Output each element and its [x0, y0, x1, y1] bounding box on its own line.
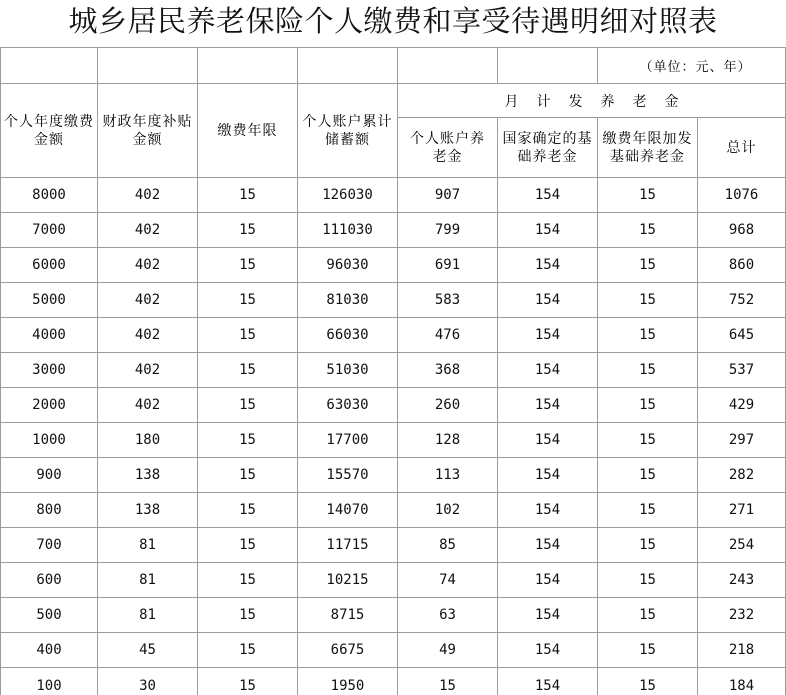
account-savings-cell: 14070	[298, 493, 398, 528]
account-savings-cell: 111030	[298, 213, 398, 248]
years-bonus-pension-cell: 15	[598, 248, 698, 283]
payment-years-cell: 15	[198, 423, 298, 458]
account-savings-cell: 126030	[298, 178, 398, 213]
header-line: 个人账户养	[410, 130, 485, 147]
header-years-bonus-pension	[598, 118, 698, 178]
years-bonus-pension-cell: 15	[598, 458, 698, 493]
account-savings-cell: 8715	[298, 598, 398, 633]
account-savings-cell: 63030	[298, 388, 398, 423]
payment-years-cell: 15	[198, 353, 298, 388]
header-line: 老金	[432, 148, 463, 165]
table-row	[1, 353, 786, 388]
unit-note: （单位：元、年）	[598, 48, 786, 84]
blank-cell	[498, 48, 598, 84]
annual-payment-cell: 100	[1, 668, 98, 695]
fiscal-subsidy-cell: 45	[98, 633, 198, 668]
blank-cell	[298, 48, 398, 84]
fiscal-subsidy-cell: 81	[98, 528, 198, 563]
years-bonus-pension-cell: 15	[598, 423, 698, 458]
header-line: 缴费年限	[217, 122, 278, 139]
account-savings-cell: 96030	[298, 248, 398, 283]
total-cell: 968	[698, 213, 786, 248]
years-bonus-pension-cell: 15	[598, 318, 698, 353]
fiscal-subsidy-cell: 402	[98, 283, 198, 318]
unit-row	[1, 48, 786, 84]
payment-years-cell: 15	[198, 598, 298, 633]
account-savings-cell: 15570	[298, 458, 398, 493]
header-account-pension	[398, 118, 498, 178]
total-cell: 254	[698, 528, 786, 563]
account-savings-cell: 66030	[298, 318, 398, 353]
account-pension-cell: 113	[398, 458, 498, 493]
years-bonus-pension-cell: 15	[598, 633, 698, 668]
annual-payment-cell: 6000	[1, 248, 98, 283]
account-pension-cell: 85	[398, 528, 498, 563]
annual-payment-cell: 500	[1, 598, 98, 633]
header-account-savings	[298, 84, 398, 178]
account-pension-cell: 907	[398, 178, 498, 213]
header-payment-years	[198, 84, 298, 178]
payment-years-cell: 15	[198, 248, 298, 283]
header-fiscal-subsidy	[98, 84, 198, 178]
table-row	[1, 248, 786, 283]
fiscal-subsidy-cell: 402	[98, 248, 198, 283]
account-pension-cell: 63	[398, 598, 498, 633]
account-pension-cell: 691	[398, 248, 498, 283]
basic-pension-cell: 154	[498, 353, 598, 388]
account-pension-cell: 74	[398, 563, 498, 598]
table-row	[1, 318, 786, 353]
years-bonus-pension-cell: 15	[598, 388, 698, 423]
basic-pension-cell: 154	[498, 388, 598, 423]
annual-payment-cell: 4000	[1, 318, 98, 353]
total-cell: 271	[698, 493, 786, 528]
annual-payment-cell: 600	[1, 563, 98, 598]
basic-pension-cell: 154	[498, 318, 598, 353]
header-line: 金额	[34, 131, 64, 148]
basic-pension-cell: 154	[498, 528, 598, 563]
header-line: 财政年度补贴	[102, 113, 193, 130]
pension-table-container	[0, 47, 786, 695]
fiscal-subsidy-cell: 81	[98, 563, 198, 598]
years-bonus-pension-cell: 15	[598, 178, 698, 213]
total-cell: 243	[698, 563, 786, 598]
table-row	[1, 178, 786, 213]
annual-payment-cell: 5000	[1, 283, 98, 318]
table-header	[1, 48, 786, 178]
table-row	[1, 213, 786, 248]
fiscal-subsidy-cell: 30	[98, 668, 198, 695]
table-row	[1, 493, 786, 528]
table-row	[1, 563, 786, 598]
total-cell: 429	[698, 388, 786, 423]
account-pension-cell: 128	[398, 423, 498, 458]
header-total	[698, 118, 786, 178]
header-line: 国家确定的基	[502, 130, 593, 147]
header-line: 个人账户累计	[302, 113, 393, 130]
account-pension-cell: 799	[398, 213, 498, 248]
annual-payment-cell: 900	[1, 458, 98, 493]
payment-years-cell: 15	[198, 388, 298, 423]
fiscal-subsidy-cell: 402	[98, 388, 198, 423]
account-savings-cell: 17700	[298, 423, 398, 458]
basic-pension-cell: 154	[498, 633, 598, 668]
basic-pension-cell: 154	[498, 668, 598, 695]
account-pension-cell: 368	[398, 353, 498, 388]
header-annual-payment	[1, 84, 98, 178]
payment-years-cell: 15	[198, 493, 298, 528]
blank-cell	[98, 48, 198, 84]
annual-payment-cell: 3000	[1, 353, 98, 388]
total-cell: 282	[698, 458, 786, 493]
blank-cell	[198, 48, 298, 84]
basic-pension-cell: 154	[498, 178, 598, 213]
header-line: 础养老金	[517, 148, 578, 165]
payment-years-cell: 15	[198, 178, 298, 213]
account-savings-cell: 1950	[298, 668, 398, 695]
account-pension-cell: 260	[398, 388, 498, 423]
payment-years-cell: 15	[198, 668, 298, 695]
basic-pension-cell: 154	[498, 248, 598, 283]
total-cell: 184	[698, 668, 786, 695]
fiscal-subsidy-cell: 138	[98, 458, 198, 493]
years-bonus-pension-cell: 15	[598, 213, 698, 248]
payment-years-cell: 15	[198, 318, 298, 353]
years-bonus-pension-cell: 15	[598, 528, 698, 563]
payment-years-cell: 15	[198, 563, 298, 598]
header-line: 总计	[726, 139, 757, 156]
annual-payment-cell: 800	[1, 493, 98, 528]
table-row	[1, 283, 786, 318]
total-cell: 537	[698, 353, 786, 388]
header-group-row	[1, 84, 786, 118]
header-line: 缴费年限加发	[602, 130, 693, 147]
header-line: 个人年度缴费	[4, 113, 94, 130]
header-line: 基础养老金	[610, 148, 685, 165]
account-pension-cell: 102	[398, 493, 498, 528]
table-row	[1, 423, 786, 458]
fiscal-subsidy-cell: 180	[98, 423, 198, 458]
fiscal-subsidy-cell: 402	[98, 318, 198, 353]
table-row	[1, 633, 786, 668]
page-title: 城乡居民养老保险个人缴费和享受待遇明细对照表	[68, 4, 718, 38]
header-line: 储蓄额	[325, 131, 370, 148]
payment-years-cell: 15	[198, 283, 298, 318]
fiscal-subsidy-cell: 402	[98, 353, 198, 388]
years-bonus-pension-cell: 15	[598, 668, 698, 695]
basic-pension-cell: 154	[498, 563, 598, 598]
basic-pension-cell: 154	[498, 598, 598, 633]
annual-payment-cell: 700	[1, 528, 98, 563]
table-row	[1, 458, 786, 493]
years-bonus-pension-cell: 15	[598, 353, 698, 388]
annual-payment-cell: 400	[1, 633, 98, 668]
basic-pension-cell: 154	[498, 213, 598, 248]
account-pension-cell: 476	[398, 318, 498, 353]
header-basic-pension	[498, 118, 598, 178]
table-row	[1, 528, 786, 563]
account-pension-cell: 583	[398, 283, 498, 318]
years-bonus-pension-cell: 15	[598, 563, 698, 598]
annual-payment-cell: 7000	[1, 213, 98, 248]
fiscal-subsidy-cell: 402	[98, 213, 198, 248]
account-savings-cell: 6675	[298, 633, 398, 668]
payment-years-cell: 15	[198, 213, 298, 248]
account-savings-cell: 11715	[298, 528, 398, 563]
years-bonus-pension-cell: 15	[598, 283, 698, 318]
years-bonus-pension-cell: 15	[598, 598, 698, 633]
fiscal-subsidy-cell: 81	[98, 598, 198, 633]
table-row	[1, 668, 786, 695]
table-row	[1, 598, 786, 633]
total-cell: 860	[698, 248, 786, 283]
account-pension-cell: 49	[398, 633, 498, 668]
account-savings-cell: 10215	[298, 563, 398, 598]
total-cell: 645	[698, 318, 786, 353]
total-cell: 232	[698, 598, 786, 633]
table-row	[1, 388, 786, 423]
basic-pension-cell: 154	[498, 283, 598, 318]
header-monthly-pension-group: 月计发养老金	[398, 84, 786, 118]
annual-payment-cell: 2000	[1, 388, 98, 423]
header-line: 金额	[132, 131, 163, 148]
account-savings-cell: 81030	[298, 283, 398, 318]
basic-pension-cell: 154	[498, 423, 598, 458]
total-cell: 752	[698, 283, 786, 318]
fiscal-subsidy-cell: 402	[98, 178, 198, 213]
table-body	[1, 178, 786, 695]
pension-table	[0, 47, 786, 695]
blank-cell	[1, 48, 98, 84]
account-savings-cell: 51030	[298, 353, 398, 388]
annual-payment-cell: 1000	[1, 423, 98, 458]
basic-pension-cell: 154	[498, 458, 598, 493]
basic-pension-cell: 154	[498, 493, 598, 528]
total-cell: 218	[698, 633, 786, 668]
blank-cell	[398, 48, 498, 84]
total-cell: 1076	[698, 178, 786, 213]
years-bonus-pension-cell: 15	[598, 493, 698, 528]
payment-years-cell: 15	[198, 633, 298, 668]
fiscal-subsidy-cell: 138	[98, 493, 198, 528]
account-pension-cell: 15	[398, 668, 498, 695]
total-cell: 297	[698, 423, 786, 458]
payment-years-cell: 15	[198, 458, 298, 493]
annual-payment-cell: 8000	[1, 178, 98, 213]
payment-years-cell: 15	[198, 528, 298, 563]
